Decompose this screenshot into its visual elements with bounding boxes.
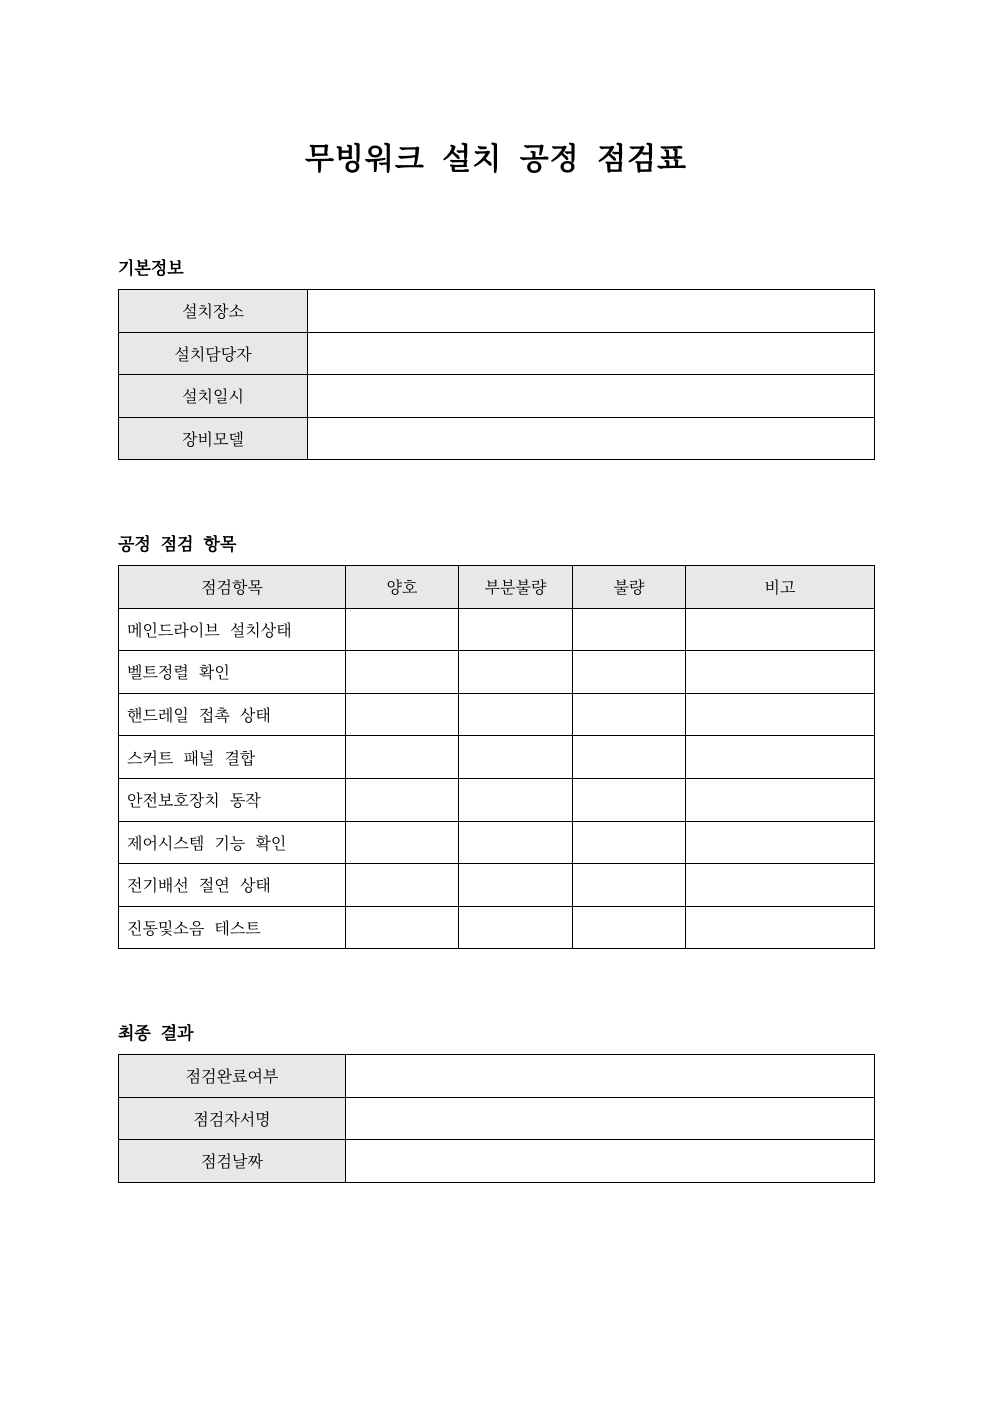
- field-label: 점검날짜: [119, 1140, 346, 1183]
- column-header: 부분불량: [459, 566, 573, 609]
- check-item-label: 안전보호장치 동작: [119, 778, 346, 821]
- remarks-cell[interactable]: [686, 608, 875, 651]
- good-cell[interactable]: [346, 608, 459, 651]
- field-label: 장비모델: [119, 417, 308, 460]
- good-cell[interactable]: [346, 693, 459, 736]
- field-value-cell[interactable]: [346, 1097, 875, 1140]
- field-label: 점검완료여부: [119, 1055, 346, 1098]
- table-row: [119, 906, 875, 949]
- good-cell[interactable]: [346, 906, 459, 949]
- remarks-cell[interactable]: [686, 736, 875, 779]
- defect-cell[interactable]: [573, 736, 686, 779]
- partial-defect-cell[interactable]: [459, 736, 573, 779]
- good-cell[interactable]: [346, 651, 459, 694]
- check-item-label: 메인드라이브 설치상태: [119, 608, 346, 651]
- defect-cell[interactable]: [573, 608, 686, 651]
- field-label: 설치일시: [119, 375, 308, 418]
- check-item-label: 진동및소음 테스트: [119, 906, 346, 949]
- process-heading: 공정 점검 항목: [118, 535, 237, 555]
- partial-defect-cell[interactable]: [459, 608, 573, 651]
- field-value-cell[interactable]: [308, 375, 875, 418]
- remarks-cell[interactable]: [686, 693, 875, 736]
- table-row: [119, 651, 875, 694]
- basic-info-table: [118, 289, 875, 460]
- field-value-cell[interactable]: [346, 1140, 875, 1183]
- partial-defect-cell[interactable]: [459, 651, 573, 694]
- defect-cell[interactable]: [573, 651, 686, 694]
- field-label: 설치장소: [119, 290, 308, 333]
- table-row: [119, 608, 875, 651]
- table-row: [119, 778, 875, 821]
- defect-cell[interactable]: [573, 778, 686, 821]
- partial-defect-cell[interactable]: [459, 906, 573, 949]
- column-header: 점검항목: [119, 566, 346, 609]
- check-item-label: 스커트 패널 결합: [119, 736, 346, 779]
- table-row: [119, 417, 875, 460]
- remarks-cell[interactable]: [686, 864, 875, 907]
- table-row: [119, 1055, 875, 1098]
- basic-info-heading: 기본정보: [118, 259, 184, 279]
- good-cell[interactable]: [346, 736, 459, 779]
- check-item-label: 핸드레일 접촉 상태: [119, 693, 346, 736]
- final-result-heading: 최종 결과: [118, 1024, 194, 1044]
- page-title: 무빙워크 설치 공정 점검표: [304, 142, 688, 177]
- check-item-label: 제어시스템 기능 확인: [119, 821, 346, 864]
- check-item-label: 벨트정렬 확인: [119, 651, 346, 694]
- column-header: 불량: [573, 566, 686, 609]
- remarks-cell[interactable]: [686, 651, 875, 694]
- table-row: [119, 693, 875, 736]
- defect-cell[interactable]: [573, 906, 686, 949]
- field-label: 설치담당자: [119, 332, 308, 375]
- column-header: 양호: [346, 566, 459, 609]
- table-row: [119, 821, 875, 864]
- process-check-table: [118, 565, 875, 949]
- defect-cell[interactable]: [573, 821, 686, 864]
- partial-defect-cell[interactable]: [459, 864, 573, 907]
- good-cell[interactable]: [346, 821, 459, 864]
- column-header: 비고: [686, 566, 875, 609]
- field-value-cell[interactable]: [346, 1055, 875, 1098]
- check-item-label: 전기배선 절연 상태: [119, 864, 346, 907]
- defect-cell[interactable]: [573, 693, 686, 736]
- table-row: [119, 736, 875, 779]
- table-row: [119, 1097, 875, 1140]
- good-cell[interactable]: [346, 864, 459, 907]
- field-label: 점검자서명: [119, 1097, 346, 1140]
- partial-defect-cell[interactable]: [459, 693, 573, 736]
- final-result-table: [118, 1054, 875, 1183]
- remarks-cell[interactable]: [686, 778, 875, 821]
- field-value-cell[interactable]: [308, 290, 875, 333]
- table-row: [119, 1140, 875, 1183]
- table-row: [119, 375, 875, 418]
- field-value-cell[interactable]: [308, 332, 875, 375]
- partial-defect-cell[interactable]: [459, 778, 573, 821]
- field-value-cell[interactable]: [308, 417, 875, 460]
- defect-cell[interactable]: [573, 864, 686, 907]
- table-row: [119, 864, 875, 907]
- remarks-cell[interactable]: [686, 906, 875, 949]
- remarks-cell[interactable]: [686, 821, 875, 864]
- table-row: [119, 290, 875, 333]
- table-row: [119, 332, 875, 375]
- good-cell[interactable]: [346, 778, 459, 821]
- partial-defect-cell[interactable]: [459, 821, 573, 864]
